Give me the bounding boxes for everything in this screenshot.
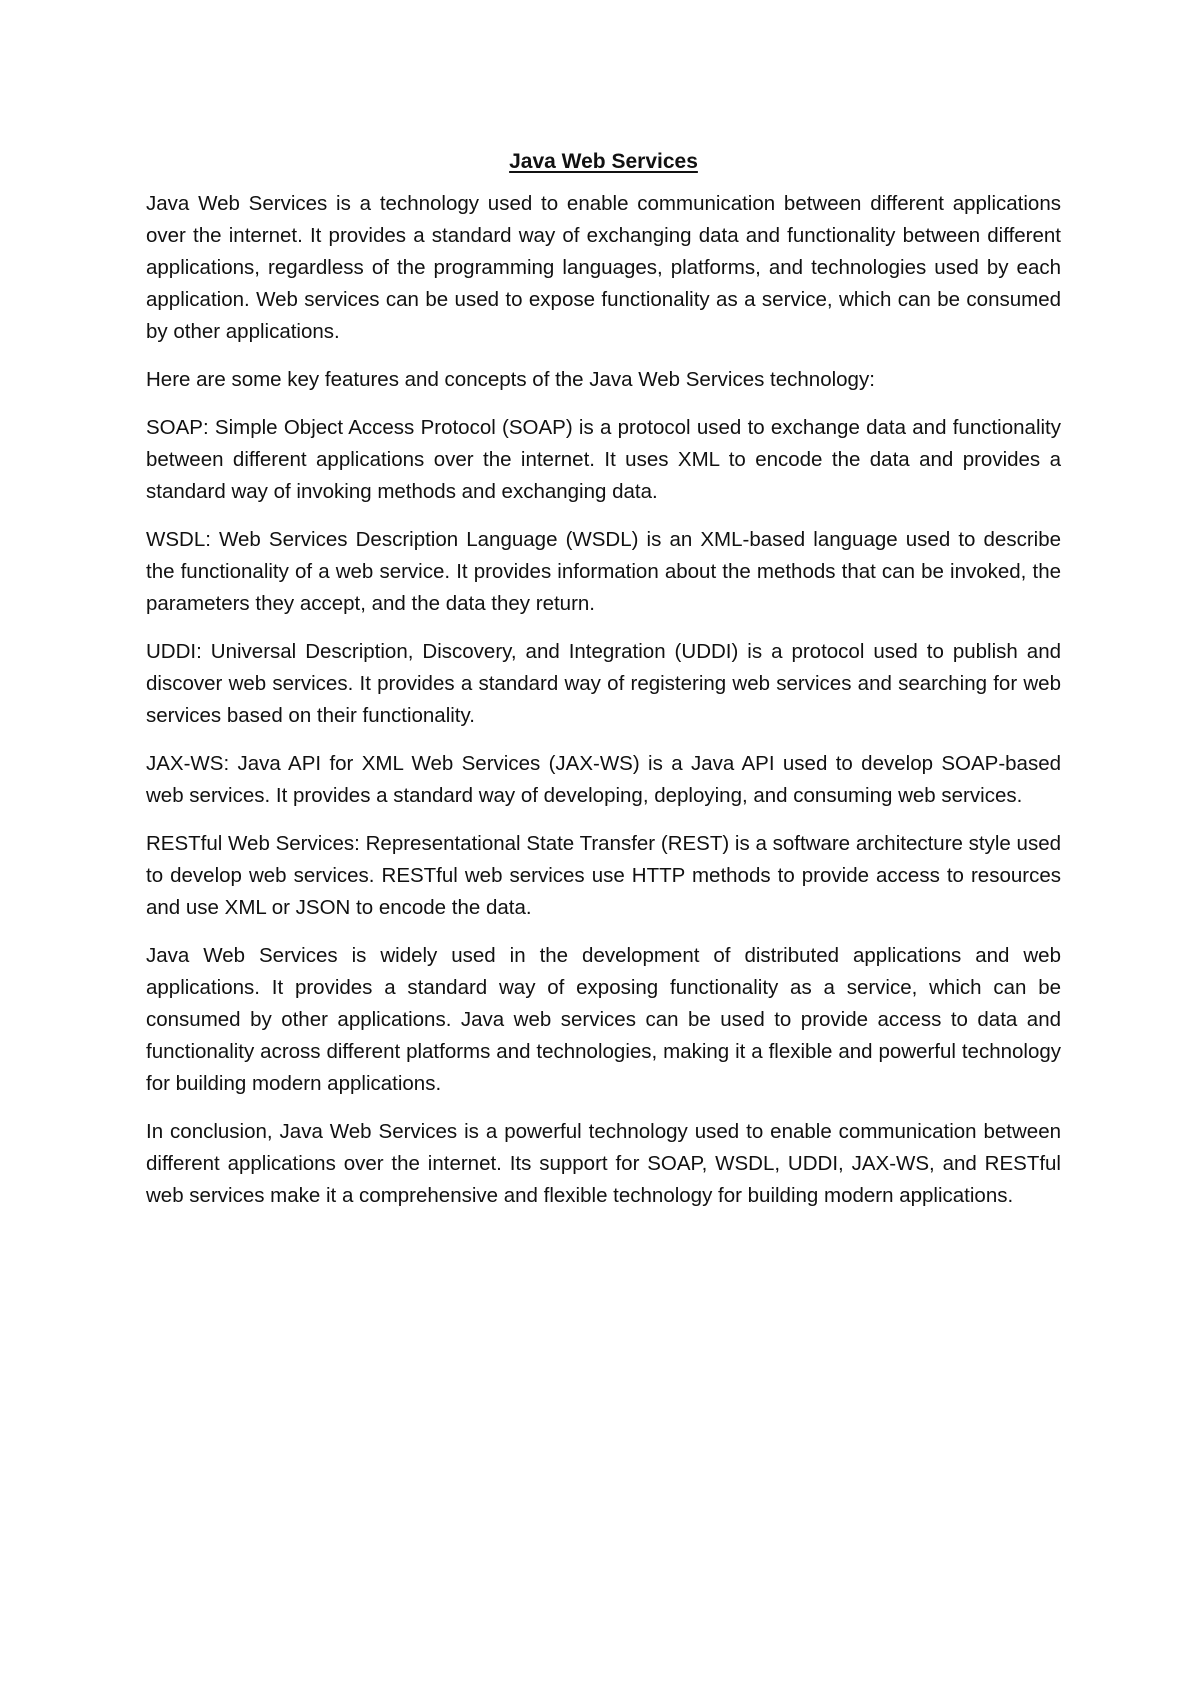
paragraph-intro: Java Web Services is a technology used to enable communication between different applications over the internet. It provides a standard way of exchanging data and functionality between different applications, regardless of the programming languages, platforms, and technologies used by each application. Web services can be used to expose functionality as a service, which can be consumed by other applications. — [146, 192, 1061, 343]
paragraph-uddi: UDDI: Universal Description, Discovery, and Integration (UDDI) is a protocol used to publish and discover web services. It provides a standard way of registering web services and searching for web services based on their functionality. — [146, 640, 1061, 727]
paragraph-key-features-intro: Here are some key features and concepts of the Java Web Services technology: — [146, 368, 875, 391]
paragraph-jax-ws: JAX-WS: Java API for XML Web Services (JAX-WS) is a Java API used to develop SOAP-based web services. It provides a standard way of developing, deploying, and consuming web services. — [146, 752, 1061, 807]
paragraph-restful: RESTful Web Services: Representational State Transfer (REST) is a software architecture style used to develop web services. RESTful web services use HTTP methods to provide access to resources and use XML or JSON to encode the data. — [146, 832, 1061, 919]
paragraph-usage: Java Web Services is widely used in the development of distributed applications and web applications. It provides a standard way of exposing functionality as a service, which can be consumed by other applications. Java web services can be used to provide access to data and functionality across different platforms and technologies, making it a flexible and powerful technology for building modern applications. — [146, 944, 1061, 1095]
paragraph-wsdl: WSDL: Web Services Description Language (WSDL) is an XML-based language used to describe the functionality of a web service. It provides information about the methods that can be invoked, the parameters they accept, and the data they return. — [146, 528, 1061, 615]
document-title: Java Web Services — [509, 150, 698, 173]
paragraph-soap: SOAP: Simple Object Access Protocol (SOAP) is a protocol used to exchange data and functionality between different applications over the internet. It uses XML to encode the data and provides a standard way of invoking methods and exchanging data. — [146, 416, 1061, 503]
document-body — [146, 146, 1061, 1228]
paragraph-conclusion: In conclusion, Java Web Services is a powerful technology used to enable communication between different applications over the internet. Its support for SOAP, WSDL, UDDI, JAX-WS, and RESTful web services make it a comprehensive and flexible technology for building modern applications. — [146, 1120, 1061, 1207]
